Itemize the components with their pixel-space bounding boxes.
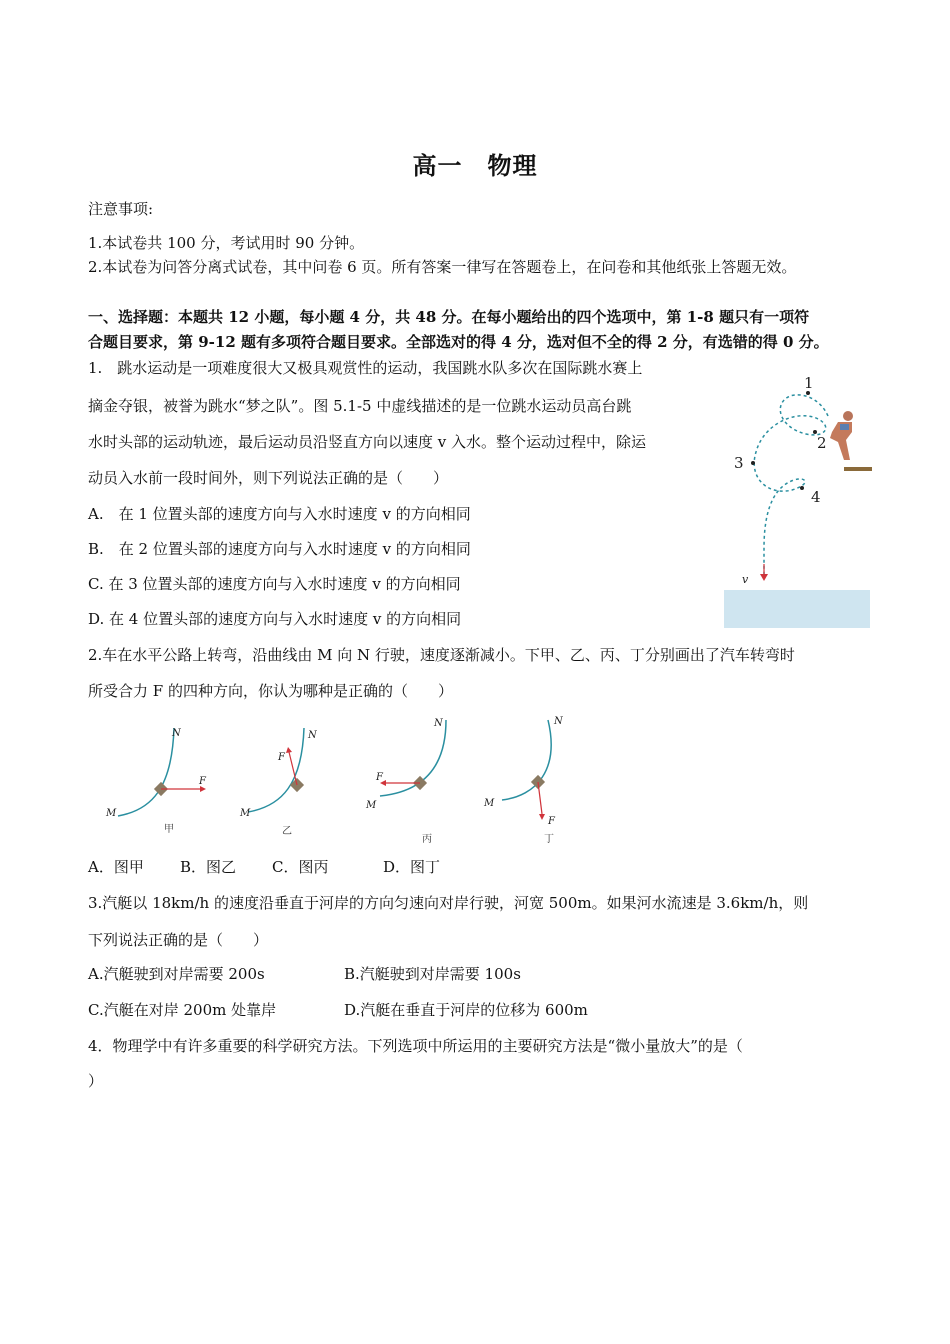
- q1-stem-line: 水时头部的运动轨迹，最后运动员沿竖直方向以速度 v 入水。整个运动过程中，除运: [88, 433, 647, 451]
- q3-option-b: B.汽艇驶到对岸需要 100s: [344, 965, 521, 983]
- q4-stem-line: 4．物理学中有许多重要的科学研究方法。下列选项中所运用的主要研究方法是“微小量放大”的是（: [88, 1037, 743, 1055]
- q1-option-b: B. 在 2 位置头部的速度方向与入水时速度 v 的方向相同: [88, 540, 471, 558]
- q4-stem-line: ）: [88, 1072, 104, 1090]
- label-f: F: [278, 752, 285, 763]
- figure-caption: 乙: [282, 826, 292, 837]
- q3-option-a: A.汽艇驶到对岸需要 200s: [88, 965, 265, 983]
- path-curve: [248, 728, 304, 812]
- position-label-4: 4: [811, 488, 821, 506]
- label-f: F: [548, 816, 555, 827]
- notice-item: 2.本试卷为问答分离式试卷，其中问卷 6 页。所有答案一律写在答题卷上，在问卷和其他纸张上答题无效。: [88, 258, 797, 276]
- q2-option-a: A．图甲: [88, 858, 144, 876]
- position-marker-4: [800, 486, 804, 490]
- figure-caption: 丙: [422, 834, 432, 845]
- turning-figure-yi: [230, 724, 350, 840]
- water-surface: [724, 590, 870, 628]
- diver-figure: [830, 411, 853, 460]
- label-f: F: [199, 776, 206, 787]
- q3-option-c: C.汽艇在对岸 200m 处靠岸: [88, 1001, 277, 1019]
- position-label-1: 1: [804, 374, 814, 392]
- label-n: N: [554, 716, 563, 727]
- q1-option-c: C. 在 3 位置头部的速度方向与入水时速度 v 的方向相同: [88, 575, 461, 593]
- q1-option-d: D. 在 4 位置头部的速度方向与入水时速度 v 的方向相同: [88, 610, 462, 628]
- label-n: N: [434, 718, 443, 729]
- position-label-2: 2: [817, 434, 827, 452]
- velocity-label: v: [742, 573, 749, 586]
- diving-trajectory-figure: [720, 368, 875, 630]
- label-n: N: [172, 728, 181, 739]
- path-curve: [118, 728, 174, 816]
- q1-stem-line: 动员入水前一段时间外，则下列说法正确的是（ ）: [88, 469, 449, 487]
- path-curve: [502, 720, 551, 800]
- q3-option-d: D.汽艇在垂直于河岸的位移为 600m: [344, 1001, 588, 1019]
- force-arrowhead: [286, 747, 292, 753]
- turning-figure-jia: [100, 720, 220, 840]
- notice-heading: 注意事项:: [88, 200, 154, 218]
- label-m: M: [484, 798, 495, 809]
- entry-velocity-arrowhead: [760, 574, 768, 581]
- head-trajectory: [754, 395, 828, 574]
- q2-stem-line: 2.车在水平公路上转弯，沿曲线由 M 向 N 行驶，速度逐渐减小。下甲、乙、丙、丁分别画出了汽车转弯时: [88, 646, 795, 664]
- path-curve: [380, 720, 446, 796]
- position-label-3: 3: [734, 454, 744, 472]
- q3-stem-line: 3.汽艇以 18km/h 的速度沿垂直于河岸的方向匀速向对岸行驶，河宽 500m。如果河水流速是 3.6km/h，则: [88, 894, 809, 912]
- label-n: N: [308, 730, 317, 741]
- force-arrowhead: [539, 814, 545, 820]
- turning-figure-ding: [480, 714, 600, 848]
- notice-item: 1.本试卷共 100 分，考试用时 90 分钟。: [88, 234, 365, 252]
- label-m: M: [366, 800, 377, 811]
- q2-option-d: D．图丁: [383, 858, 441, 876]
- section-heading-line: 一、选择题：本题共 12 小题，每小题 4 分，共 48 分。在每小题给出的四个选项中，第 1-8 题只有一项符: [88, 308, 810, 326]
- figure-caption: 丁: [544, 834, 554, 845]
- q2-stem-line: 所受合力 F 的四种方向，你认为哪种是正确的（ ）: [88, 682, 453, 700]
- section-heading-line: 合题目要求，第 9-12 题有多项符合题目要求。全部选对的得 4 分，选对但不全的得 2 分，有选错的得 0 分。: [88, 333, 829, 351]
- q2-option-c: C．图丙: [272, 858, 329, 876]
- position-marker-3: [751, 461, 755, 465]
- label-f: F: [376, 772, 383, 783]
- label-m: M: [106, 808, 117, 819]
- q2-option-b: B．图乙: [180, 858, 237, 876]
- q3-stem-line: 下列说法正确的是（ ）: [88, 931, 269, 949]
- q1-stem-line: 摘金夺银，被誉为跳水“梦之队”。图 5.1-5 中虚线描述的是一位跳水运动员高台跳: [88, 397, 632, 415]
- turning-figure-bing: [362, 716, 482, 846]
- figure-caption: 甲: [164, 824, 174, 835]
- label-m: M: [240, 808, 251, 819]
- q1-option-a: A. 在 1 位置头部的速度方向与入水时速度 v 的方向相同: [88, 505, 471, 523]
- q1-stem-line: 1. 跳水运动是一项难度很大又极具观赏性的运动，我国跳水队多次在国际跳水赛上: [88, 359, 643, 377]
- diving-platform: [844, 467, 872, 471]
- page-title: 高一 物理: [412, 151, 538, 180]
